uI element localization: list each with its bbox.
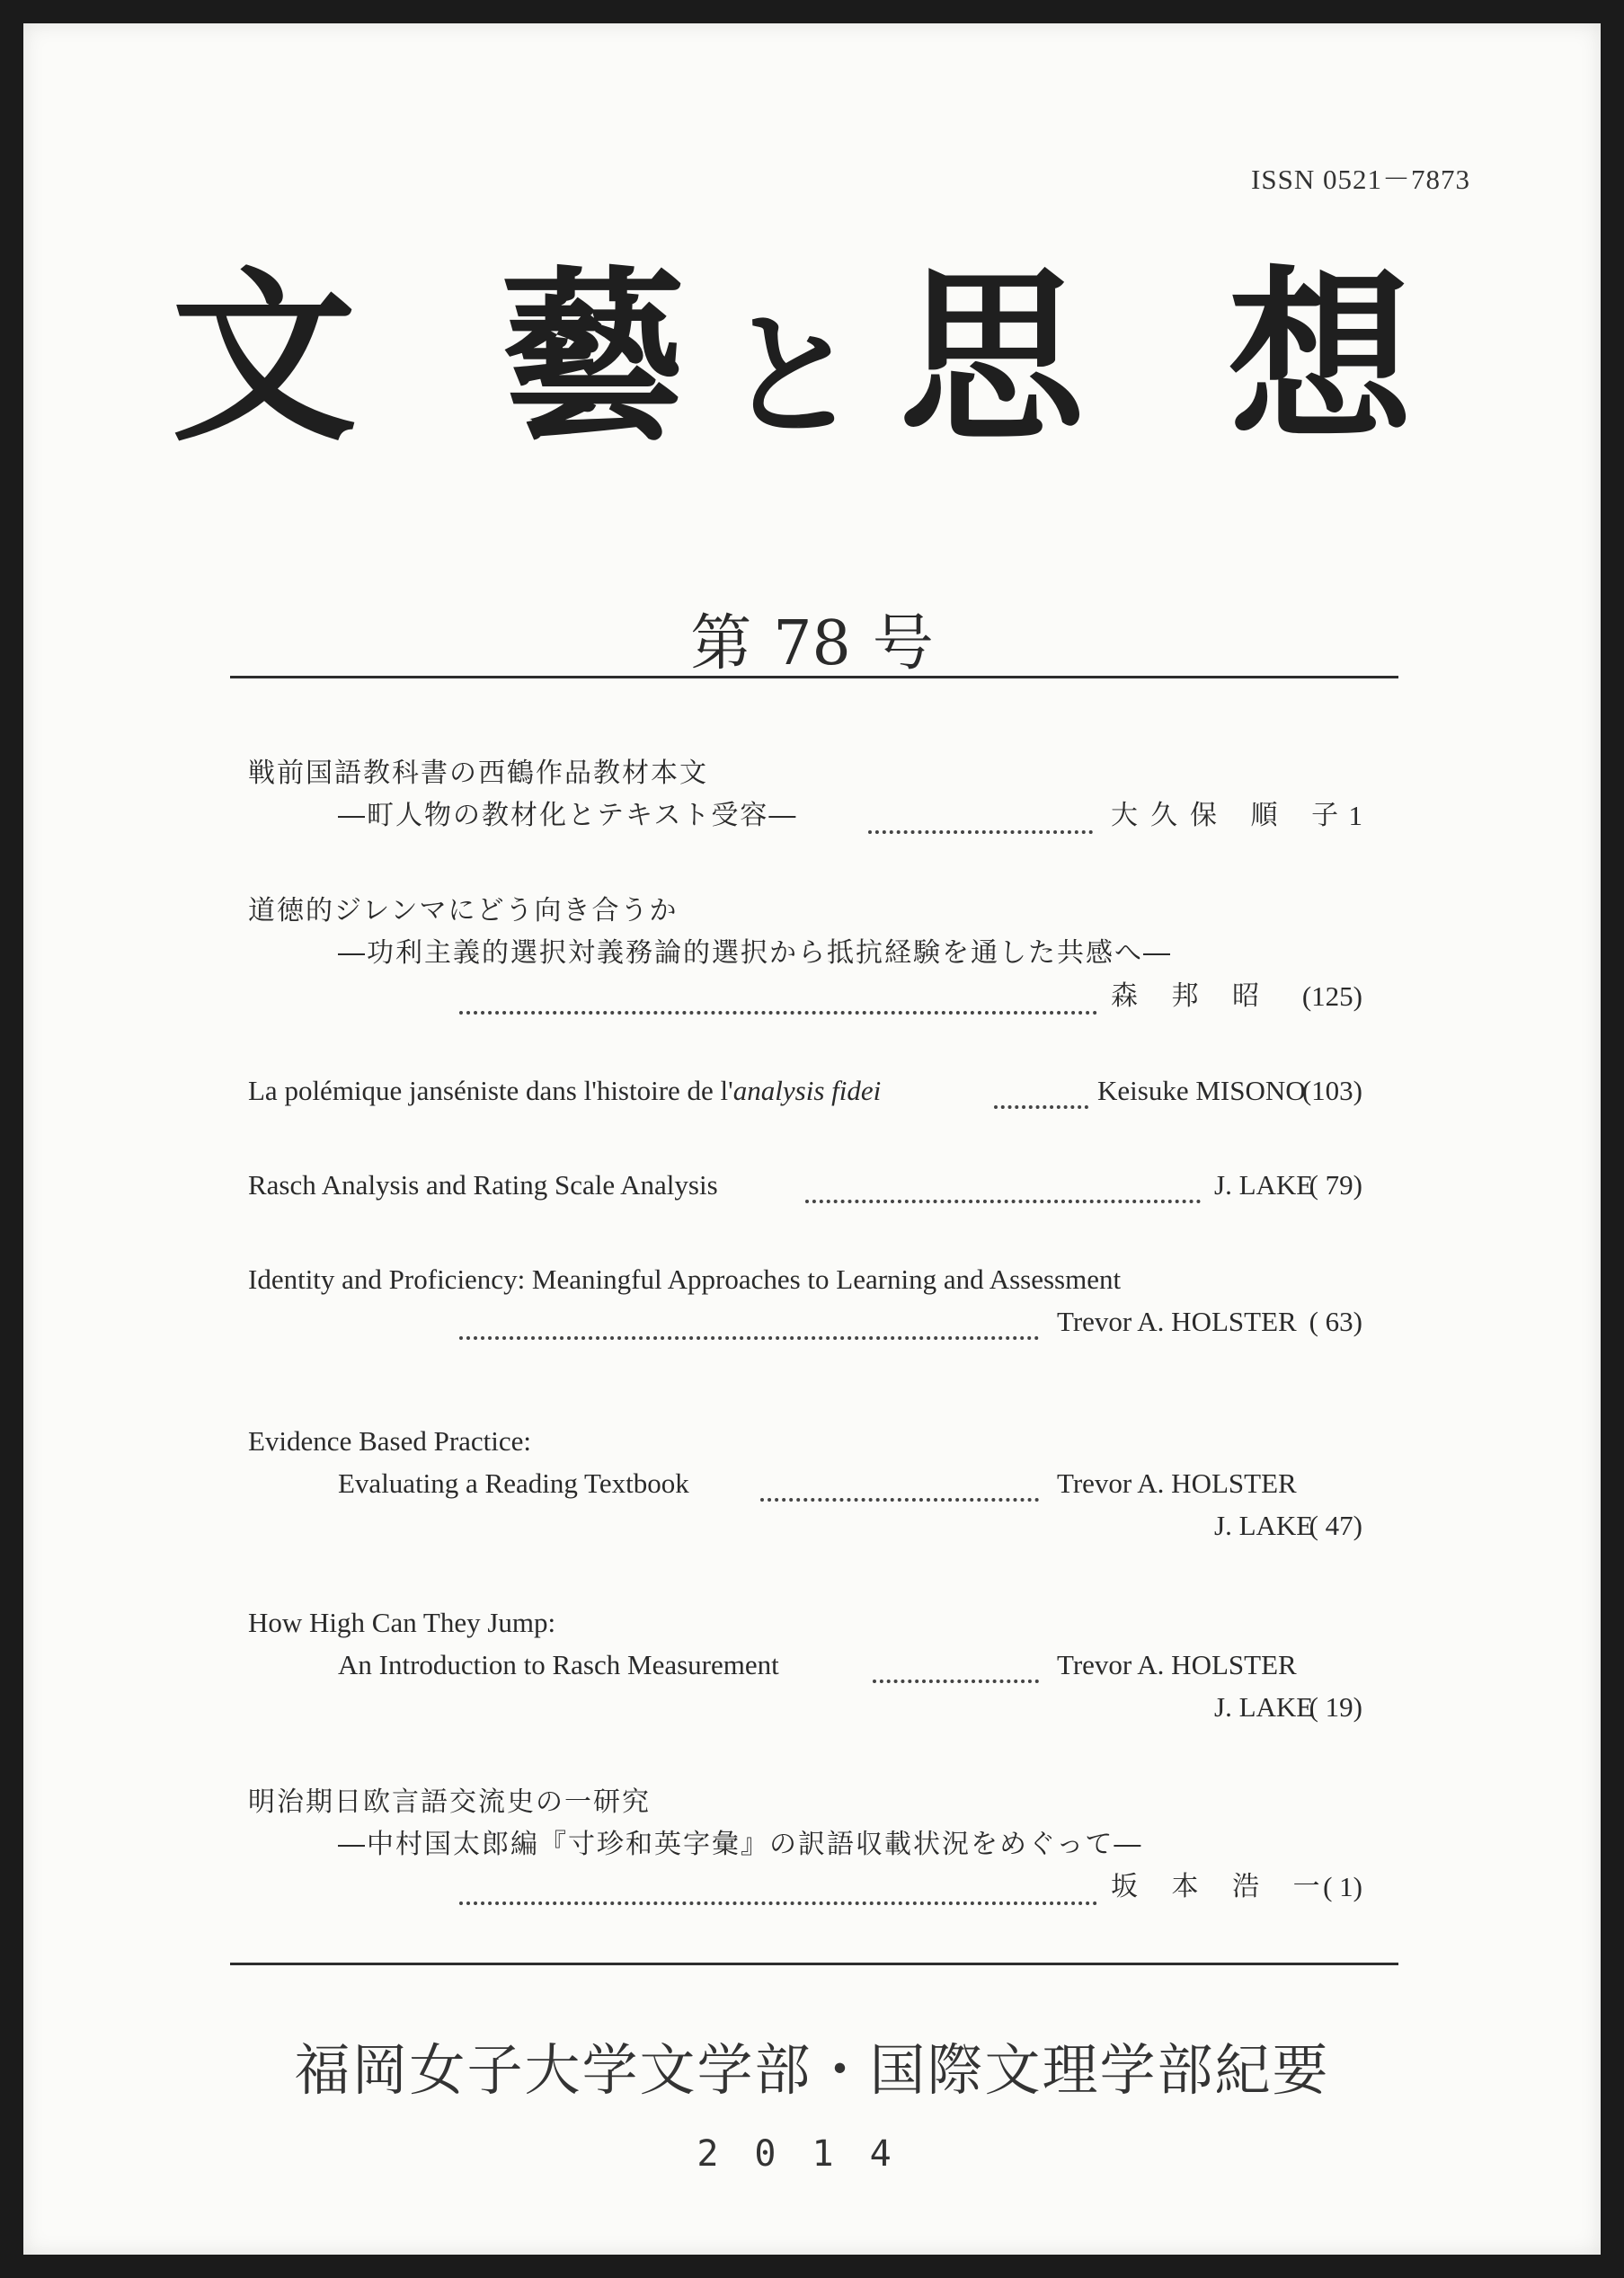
toc-entry-2-author: 森 邦 昭 <box>1111 980 1273 1012</box>
toc-entry-3-author: Keisuke MISONO <box>1097 1075 1306 1106</box>
toc-entry-3-title-text: La polémique janséniste dans l'histoire de l' <box>248 1075 733 1106</box>
table-of-contents <box>23 23 1601 2255</box>
toc-entry-7-page: ( 19) <box>1309 1691 1362 1723</box>
title-part-1: 文 藝 <box>171 251 725 466</box>
toc-entry-7-author: Trevor A. HOLSTER <box>1057 1649 1297 1680</box>
toc-entry-5-title: Identity and Proficiency: Meaningful Approaches to Learning and Assessment <box>248 1263 1122 1295</box>
toc-entry-6-leader <box>760 1466 1039 1502</box>
toc-entry-4-author: J. LAKE <box>1214 1169 1314 1201</box>
toc-entry-4-title: Rasch Analysis and Rating Scale Analysis <box>248 1169 718 1201</box>
title-part-3: 思 想 <box>899 251 1453 466</box>
toc-entry-2-page: (125) <box>1301 980 1362 1012</box>
toc-entry-8-page: ( 1) <box>1323 1871 1362 1902</box>
journal-cover <box>23 23 1601 2255</box>
toc-entry-3-leader <box>994 1073 1088 1109</box>
toc-entry-8-subtitle: ―中村国太郎編『寸珍和英字彙』の訳語収載状況をめぐって― <box>338 1829 1143 1860</box>
issue-suffix: 号 <box>872 608 934 679</box>
toc-entry-7-author-2: J. LAKE <box>1214 1691 1314 1723</box>
toc-entry-6-page: ( 47) <box>1309 1510 1362 1541</box>
publication-year: 2014 <box>697 2133 927 2175</box>
toc-entry-8-author: 坂 本 浩 一 <box>1111 1871 1333 1902</box>
toc-entry-8-title: 明治期日欧言語交流史の一研究 <box>248 1786 651 1818</box>
toc-entry-2-subtitle: ―功利主義的選択対義務論的選択から抵抗経験を通した共感へ― <box>338 937 1172 969</box>
toc-entry-7-subtitle: An Introduction to Rasch Measurement <box>338 1649 779 1680</box>
issn-number: ISSN 0521－7873 <box>1251 164 1470 195</box>
toc-entry-8-leader <box>459 1869 1097 1905</box>
toc-entry-6-author: Trevor A. HOLSTER <box>1057 1467 1297 1499</box>
bottom-divider <box>230 1963 1398 1965</box>
toc-entry-4-page: ( 79) <box>1309 1169 1362 1201</box>
toc-entry-1-title: 戦前国語教科書の西鶴作品教材本文 <box>248 758 708 789</box>
toc-entry-3-title-italic: analysis fidei <box>732 1075 882 1106</box>
issue-prefix: 第 <box>690 608 752 679</box>
toc-entry-5-author: Trevor A. HOLSTER <box>1057 1306 1297 1337</box>
toc-entry-6-title: Evidence Based Practice: <box>248 1425 532 1457</box>
toc-entry-1-author: 大久保 順 子 <box>1111 800 1352 831</box>
issue-value: 78 <box>773 608 851 679</box>
toc-entry-2-leader <box>459 979 1097 1015</box>
toc-entry-1-leader <box>868 798 1093 834</box>
toc-entry-2-title: 道徳的ジレンマにどう向き合うか <box>248 895 679 926</box>
publisher-name: 福岡女子大学文学部・国際文理学部紀要 <box>294 2037 1330 2103</box>
toc-entry-1-subtitle: ―町人物の教材化とテキスト受容― <box>338 800 798 831</box>
toc-entry-7-leader <box>873 1647 1039 1683</box>
toc-entry-5-leader <box>459 1304 1039 1340</box>
toc-entry-6-subtitle: Evaluating a Reading Textbook <box>338 1467 689 1499</box>
title-part-2: と <box>724 298 900 455</box>
toc-entry-3-page: (103) <box>1301 1075 1362 1106</box>
toc-entry-1-page: 1 <box>1348 800 1362 831</box>
toc-entry-3-title <box>248 1073 881 1109</box>
toc-entry-7-title: How High Can They Jump: <box>248 1607 556 1638</box>
toc-entry-6-author-2: J. LAKE <box>1214 1510 1314 1541</box>
toc-entry-4-leader <box>805 1167 1201 1203</box>
toc-entry-5-page: ( 63) <box>1309 1306 1362 1337</box>
